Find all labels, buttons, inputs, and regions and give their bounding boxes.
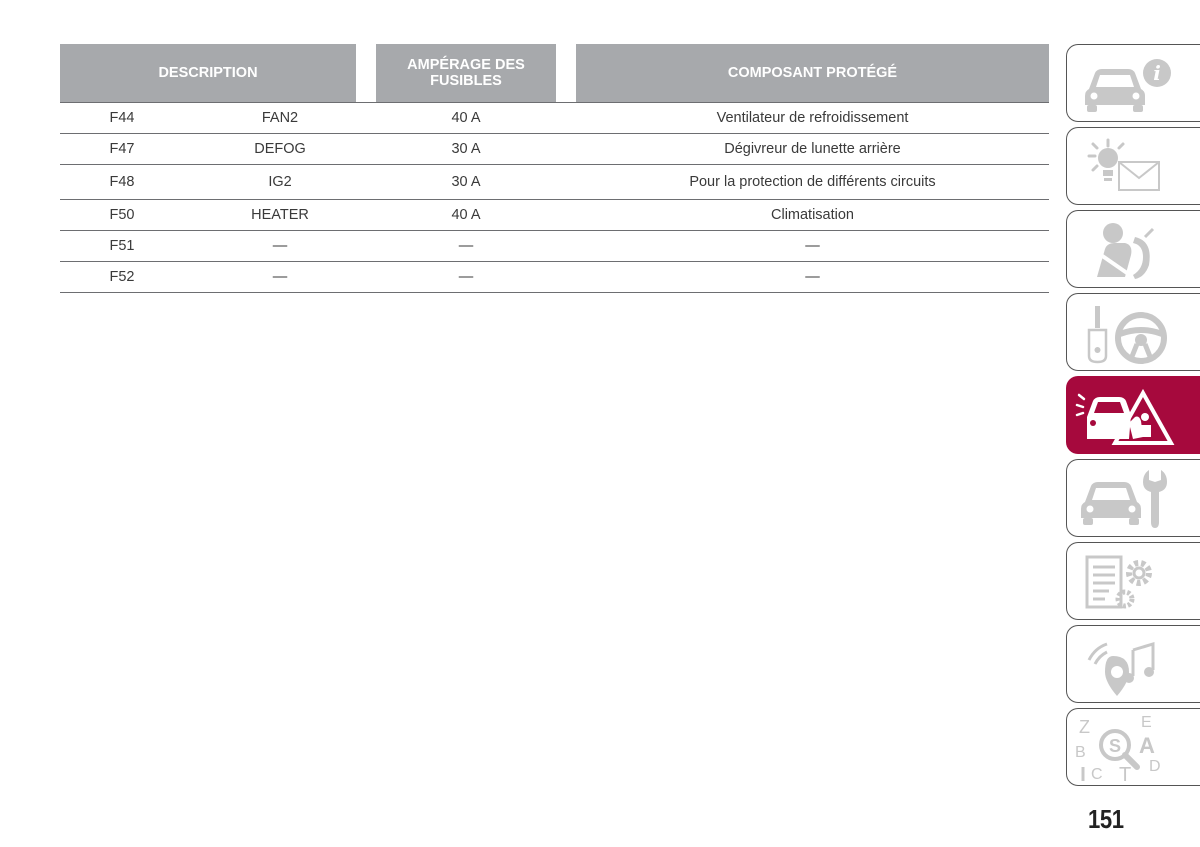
table-row	[60, 231, 1049, 262]
fuse-code: F47	[109, 141, 135, 157]
warning-lights-message-icon	[1075, 132, 1185, 202]
fuse-name: DEFOG	[254, 141, 306, 157]
table-row	[60, 134, 1049, 165]
fuse-name: —	[272, 269, 288, 285]
tab-safety[interactable]	[1066, 210, 1200, 288]
fuse-amperage: —	[458, 269, 474, 285]
header-component: COMPOSANT PROTÉGÉ	[576, 44, 1049, 102]
fuse-name: FAN2	[261, 110, 299, 126]
fuse-table	[60, 44, 1049, 293]
multimedia-music-icon	[1075, 630, 1185, 700]
table-row	[60, 103, 1049, 134]
index-letter-a: A	[1139, 733, 1155, 758]
protected-component: —	[805, 269, 820, 285]
safety-seatbelt-icon	[1075, 215, 1185, 285]
tab-index[interactable]	[1066, 708, 1200, 786]
fuse-amperage: 40 A	[451, 207, 481, 223]
fuse-name: —	[272, 238, 288, 254]
tab-emergency[interactable]	[1066, 376, 1200, 454]
fuse-code: F48	[109, 174, 135, 190]
emergency-warning-icon	[1075, 381, 1185, 451]
protected-component: Climatisation	[771, 207, 854, 223]
header-description: DESCRIPTION	[60, 44, 356, 102]
tab-warning-lights[interactable]	[1066, 127, 1200, 205]
protected-component: Pour la protection de différents circuits	[689, 174, 936, 190]
table-row	[60, 200, 1049, 231]
fuse-code: F51	[109, 238, 135, 254]
header-amperage-line1: AMPÉRAGE DES	[407, 57, 525, 73]
fuse-code: F44	[109, 110, 135, 126]
tab-technical-data[interactable]	[1066, 542, 1200, 620]
fuse-code: F52	[109, 269, 135, 285]
protected-component: —	[805, 238, 820, 254]
tab-multimedia[interactable]	[1066, 625, 1200, 703]
protected-component: Ventilateur de refroidissement	[716, 110, 909, 126]
header-amperage-line2: FUSIBLES	[430, 73, 502, 89]
key-steering-wheel-icon	[1075, 298, 1185, 368]
tab-car-info[interactable]	[1066, 44, 1200, 122]
fuse-amperage: —	[458, 238, 474, 254]
svg-text:S: S	[1108, 736, 1122, 756]
index-letter-e: E	[1141, 714, 1152, 731]
index-letter-d: D	[1149, 758, 1161, 775]
index-search-icon	[1075, 713, 1185, 783]
table-header	[60, 44, 1049, 103]
fuse-name: IG2	[268, 174, 292, 190]
header-amperage	[376, 44, 556, 102]
car-info-icon	[1075, 49, 1185, 119]
car-maintenance-wrench-icon	[1075, 464, 1185, 534]
svg-text:i: i	[1153, 61, 1161, 85]
header-amperage-text	[407, 57, 525, 89]
fuse-code: F50	[109, 207, 135, 223]
tab-maintenance[interactable]	[1066, 459, 1200, 537]
fuse-name: HEATER	[251, 207, 309, 223]
fuse-amperage: 30 A	[451, 141, 481, 157]
page-number: 151	[1088, 804, 1124, 834]
table-row	[60, 262, 1049, 293]
index-letter-c: C	[1091, 766, 1103, 783]
technical-data-gear-icon	[1075, 547, 1185, 617]
table-row	[60, 165, 1049, 200]
fuse-amperage: 40 A	[451, 110, 481, 126]
fuse-amperage: 30 A	[451, 174, 481, 190]
index-letter-z: Z	[1079, 717, 1090, 737]
tab-starting-driving[interactable]	[1066, 293, 1200, 371]
index-letter-b: B	[1075, 744, 1086, 761]
protected-component: Dégivreur de lunette arrière	[724, 141, 901, 157]
index-letter-t: T	[1119, 764, 1132, 783]
